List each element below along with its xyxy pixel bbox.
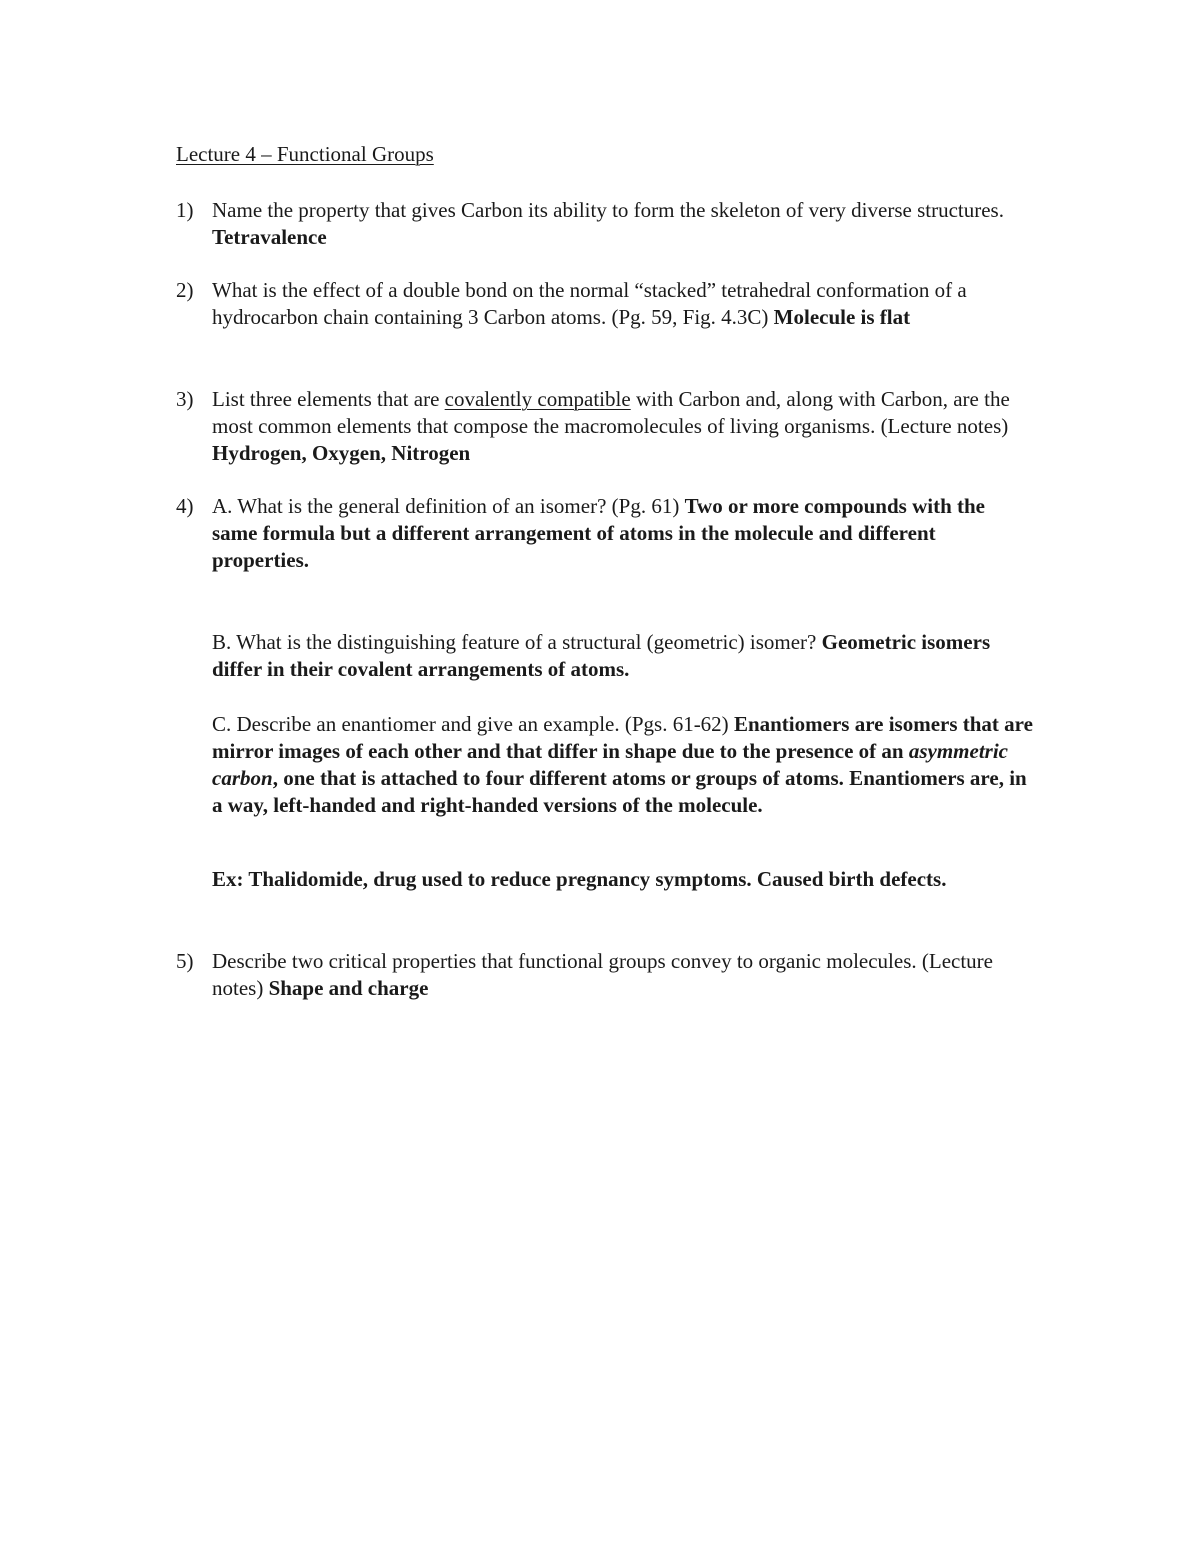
underlined-term: covalently compatible [444, 387, 631, 411]
question-number: 4) [176, 494, 194, 518]
question-body [212, 197, 1034, 251]
question-1 [176, 197, 1036, 251]
question-2 [176, 277, 1036, 331]
question-number: 5) [176, 949, 194, 973]
question-text: B. What is the distinguishing feature of a structural (geometric) isomer? [212, 630, 817, 654]
question-text: What is the effect of a double bond on the normal “stacked” tetrahedral conformation of a hydrocarbon chain containing 3 Carbon atoms. (Pg. 59, Fig. 4.3C) [212, 278, 967, 329]
question-text: List three elements that are [212, 387, 440, 411]
question-body [212, 948, 1034, 1002]
question-answer: Two or more compounds with the same formula but a different arrangement of atoms in the molecule and different properties. [212, 494, 986, 572]
question-number: 1) [176, 198, 194, 222]
question-4a [176, 493, 1036, 574]
question-answer: Tetravalence [212, 225, 327, 249]
question-5 [176, 948, 1036, 1002]
question-text: Name the property that gives Carbon its ability to form the skeleton of very diverse structures. [212, 198, 1004, 222]
question-text-continued: with Carbon and, along with Carbon, are the most common elements that compose the macromolecules of living organisms. (Lecture notes) [212, 387, 1010, 438]
question-4c [212, 711, 1034, 819]
question-text: A. What is the general definition of an isomer? (Pg. 61) [212, 494, 680, 518]
question-body [212, 493, 1034, 574]
question-text: Describe two critical properties that functional groups convey to organic molecules. (Lecture notes) [212, 949, 993, 1000]
example-text: Ex: Thalidomide, drug used to reduce pregnancy symptoms. Caused birth defects. [212, 867, 947, 891]
question-answer: Geometric isomers differ in their covalent arrangements of atoms. [212, 630, 991, 681]
page-title: Lecture 4 – Functional Groups [176, 142, 434, 166]
question-body [212, 277, 1034, 331]
question-4b [212, 629, 1034, 683]
question-number: 2) [176, 278, 194, 302]
question-answer: Hydrogen, Oxygen, Nitrogen [212, 441, 471, 465]
question-number: 3) [176, 387, 194, 411]
question-answer: Shape and charge [268, 976, 429, 1000]
answer-part-2: , one that is attached to four different atoms or groups of atoms. Enantiomers are, in a way, left-handed and right-handed versions of the molecule. [212, 766, 1027, 817]
question-answer: Molecule is flat [773, 305, 911, 329]
question-3 [176, 386, 1036, 467]
question-body [212, 386, 1034, 467]
question-4c-example [212, 866, 1034, 893]
question-text: C. Describe an enantiomer and give an example. (Pgs. 61-62) [212, 712, 729, 736]
answer-part-1: Enantiomers are isomers that are mirror images of each other and that differ in shape due to the presence of an [212, 712, 1033, 763]
italic-term: asymmetric carbon [212, 739, 1009, 790]
